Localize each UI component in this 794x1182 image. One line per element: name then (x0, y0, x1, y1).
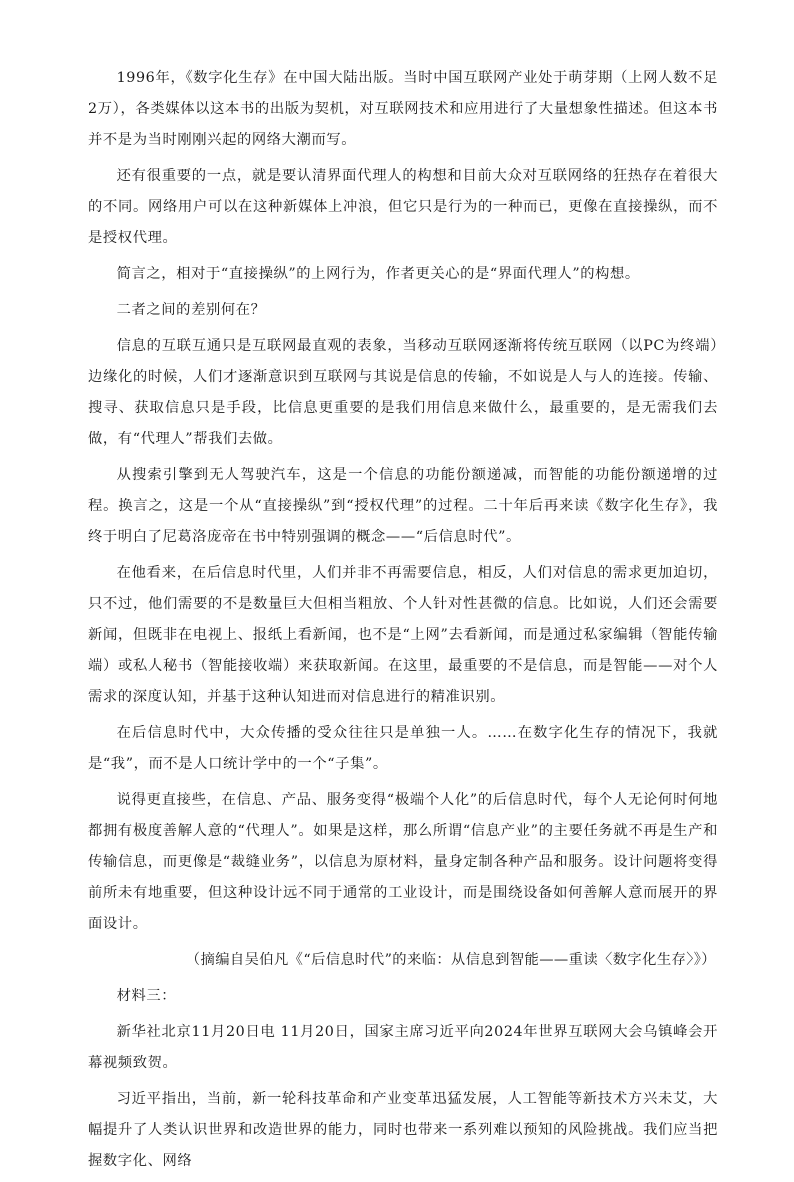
document-page (88, 63, 718, 1182)
paragraph-4: 二者之间的差别何在？ (116, 302, 266, 318)
paragraph-1: 1996年，《数字化生存》在中国大陆出版。当时中国互联网产业处于萌芽期（上网人数不足2万），各类媒体以这本书的出版为契机，对互联网技术和应用进行了大量想象性描述。但这本书并不是为当时刚刚兴起的网络大潮而写。 (88, 70, 718, 148)
material-paragraph-2: 习近平指出，当前，新一轮科技革命和产业变革迅猛发展，人工智能等新技术方兴未艾，大幅提升了人类认识世界和改造世界的能力，同时也带来一系列难以预知的风险挑战。我们应当把握数字化、网络 (88, 1091, 718, 1169)
source-citation: （摘编自吴伯凡《“后信息时代”的来临：从信息到智能——重读〈数字化生存〉》） (185, 952, 716, 968)
paragraph-7: 在他看来，在后信息时代里，人们并非不再需要信息，相反，人们对信息的需求更加迫切，只不过，他们需要的不是数量巨大但相当粗放、个人针对性甚微的信息。比如说，人们还会需要新闻，但既非在电视上、报纸上看新闻，也不是“上网”去看新闻，而是通过私家编辑（智能传输端）或私人秘书（智能接收端）来获取新闻。在这里，最重要的不是信息，而是智能——对个人需求的深度认知，并基于这种认知进而对信息进行的精准识别。 (88, 565, 718, 705)
paragraph-3: 简言之，相对于“直接操纵”的上网行为，作者更关心的是“界面代理人”的构想。 (116, 266, 640, 282)
material-paragraph-1: 新华社北京11月20日电 11月20日，国家主席习近平向2024年世界互联网大会乌镇峰会开幕视频致贺。 (88, 1024, 718, 1071)
paragraph-2: 还有很重要的一点，就是要认清界面代理人的构想和目前大众对互联网络的狂热存在着很大的不同。网络用户可以在这种新媒体上冲浪，但它只是行为的一种而已，更像在直接操纵，而不是授权代理。 (88, 168, 718, 246)
paragraph-5: 信息的互联互通只是互联网最直观的表象，当移动互联网逐渐将传统互联网（以PC为终端）边缘化的时候，人们才逐渐意识到互联网与其说是信息的传输，不如说是人与人的连接。传输、搜寻、获取信息只是手段，比信息更重要的是我们用信息来做什么，最重要的，是无需我们去做，有“代理人”帮我们去做。 (88, 338, 718, 447)
paragraph-9: 说得更直接些，在信息、产品、服务变得“极端个人化”的后信息时代，每个人无论何时何地都拥有极度善解人意的“代理人”。如果是这样，那么所谓“信息产业”的主要任务就不再是生产和传输信息，而更像是“裁缝业务”，以信息为原材料，量身定制各种产品和服务。设计问题将变得前所未有地重要，但这种设计远不同于通常的工业设计，而是围绕设备如何善解人意而展开的界面设计。 (88, 792, 718, 932)
material-label: 材料三： (116, 988, 177, 1004)
paragraph-6: 从搜索引擎到无人驾驶汽车，这是一个信息的功能份额递减，而智能的功能份额递增的过程。换言之，这是一个从“直接操纵”到“授权代理”的过程。二十年后再来读《数字化生存》，我终于明白了尼葛洛庞帝在书中特别强调的概念——“后信息时代”。 (88, 467, 718, 545)
paragraph-8: 在后信息时代中，大众传播的受众往往只是单独一人。……在数字化生存的情况下，我就是“我”，而不是人口统计学中的一个“子集”。 (88, 725, 718, 772)
